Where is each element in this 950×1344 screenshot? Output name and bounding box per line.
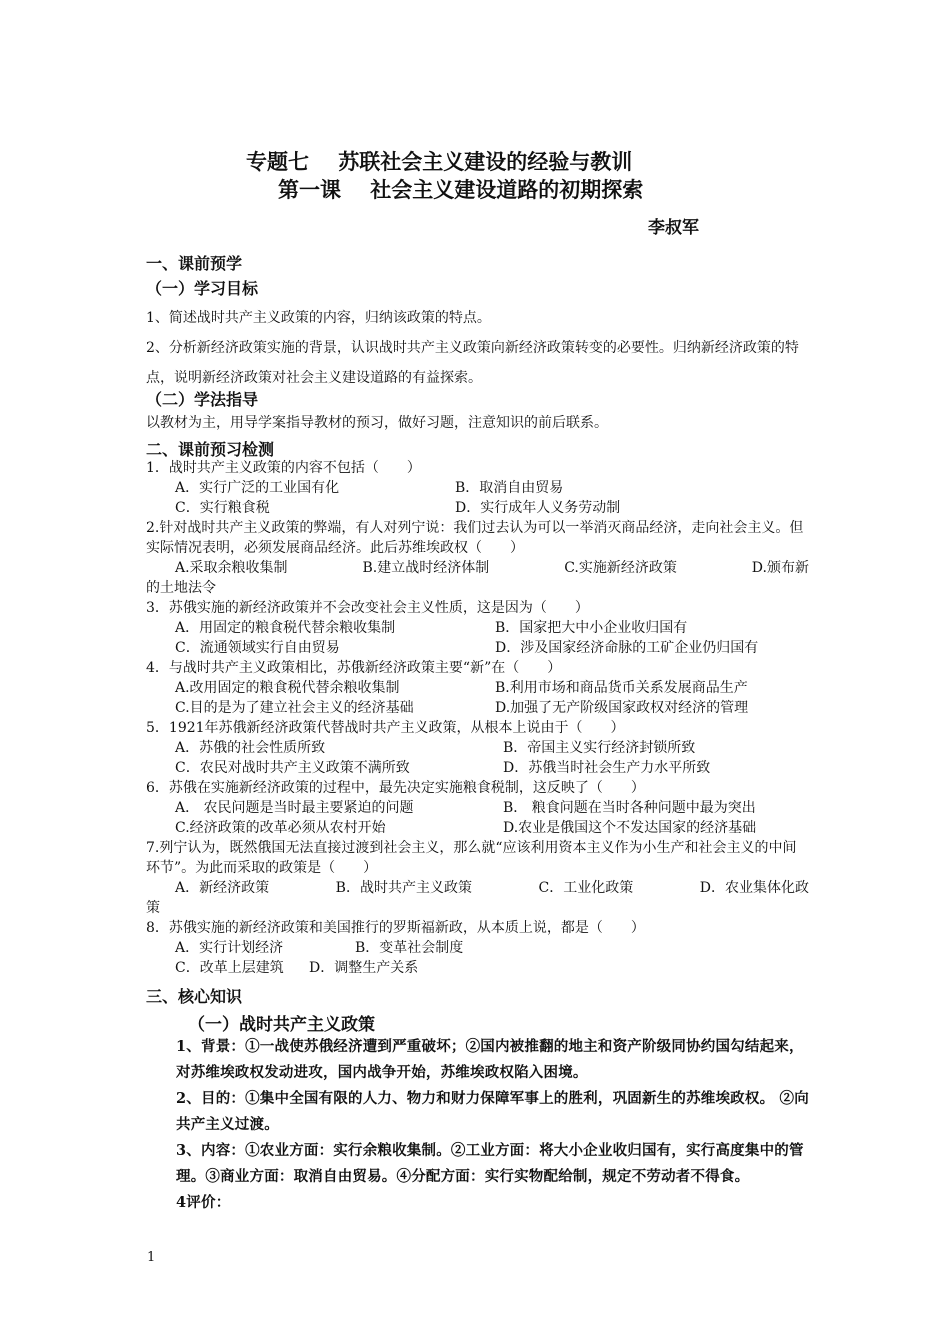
option-a: A.改用固定的粮食税代替余粮收集制 <box>175 680 400 696</box>
option-c: C．流通领域实行自由贸易 <box>175 640 340 656</box>
option-c: C．改革上层建筑 <box>175 960 284 976</box>
question-2: 2.针对战时共产主义政策的弊端，有人对列宁说：我们过去认为可以一举消灭商品经济，走向社会主义。但实际情况表明，必须发展商品经济。此后苏维埃政权（ ） <box>146 520 804 556</box>
question-4: 4．与战时共产主义政策相比，苏俄新经济政策主要“新”在（ ） <box>146 660 562 676</box>
option-d: D．苏俄当时社会生产力水平所致 <box>503 760 711 776</box>
option-b: B．取消自由贸易 <box>455 480 564 496</box>
option-d: D.农业是俄国这个不发达国家的经济基础 <box>503 820 757 836</box>
page-number: 1 <box>147 1250 156 1265</box>
option-b: B．战时共产主义政策 <box>335 880 472 896</box>
core-knowledge-body <box>146 1034 810 1216</box>
option-c: C.目的是为了建立社会主义的经济基础 <box>175 700 414 716</box>
question-5-options <box>175 738 815 778</box>
question-7: 7.列宁认为，既然俄国无法直接过渡到社会主义，那么就“应该利用资本主义作为小生产和社会主义的中间环节”。为此而采取的政策是（ ） <box>146 840 797 876</box>
option-d: D.颁布新 <box>751 560 809 576</box>
option-d: D．调整生产关系 <box>309 960 419 976</box>
question-1-options <box>175 478 815 518</box>
question-5: 5．1921年苏俄新经济政策代替战时共产主义政策，从根本上说由于（ ） <box>146 720 625 736</box>
option-a: A． 农民问题是当时最主要紧迫的问题 <box>175 800 414 816</box>
option-a: A．新经济政策 <box>175 880 270 896</box>
question-6: 6．苏俄在实施新经济政策的过程中，最先决定实施粮食税制，这反映了（ ） <box>146 780 645 796</box>
option-a: A．实行计划经济 <box>175 940 284 956</box>
option-c: C.经济政策的改革必须从农村开始 <box>175 820 386 836</box>
question-3-options <box>175 618 815 658</box>
question-8: 8．苏俄实施的新经济政策和美国推行的罗斯福新政，从本质上说，都是（ ） <box>146 920 645 936</box>
question-2-options <box>175 558 809 578</box>
core-point-1: 1、背景：①一战使苏俄经济遭到严重破坏；②国内被推翻的地主和资产阶级同协约国勾结起来，对苏维埃政权发动进攻，国内战争开始，苏维埃政权陷入困境。 <box>176 1038 804 1081</box>
goal-2: 2、分析新经济政策实施的背景，认识战时共产主义政策向新经济政策转变的必要性。归纳新经济政策的特点，说明新经济政策对社会主义建设道路的有益探索。 <box>146 340 799 386</box>
core-point-3: 3、内容：①农业方面：实行余粮收集制。②工业方面：将大小企业收归国有，实行高度集中的管理。③商业方面：取消自由贸易。④分配方面：实行实物配给制，规定不劳动者不得食。 <box>176 1142 804 1185</box>
option-c: C．实行粮食税 <box>175 500 270 516</box>
author: 李叔军 <box>648 218 699 238</box>
question-6-options <box>175 798 815 838</box>
option-a: A．用固定的粮食税代替余粮收集制 <box>175 620 396 636</box>
question-1: 1．战时共产主义政策的内容不包括（ ） <box>146 460 421 476</box>
section-2-heading: 二、课前预习检测 <box>146 440 275 459</box>
core-point-2: 2、目的：①集中全国有限的人力、物力和财力保障军事上的胜利，巩固新生的苏维埃政权。 ②向共产主义过渡。 <box>176 1090 809 1133</box>
title-line-2: 第一课 社会主义建设道路的初期探索 <box>278 178 644 202</box>
option-b: B． 粮食问题在当时各种问题中最为突出 <box>503 800 756 816</box>
core-point-4: 4评价： <box>176 1194 231 1211</box>
question-3: 3．苏俄实施的新经济政策并不会改变社会主义性质，这是因为（ ） <box>146 600 589 616</box>
question-4-options <box>175 678 815 718</box>
option-a: A．苏俄的社会性质所致 <box>175 740 326 756</box>
question-2-option-d-continued: 的土地法令 <box>146 580 216 596</box>
option-b: B．帝国主义实行经济封锁所致 <box>503 740 696 756</box>
learning-goals-heading: （一）学习目标 <box>146 279 259 298</box>
option-b: B.利用市场和商品货币关系发展商品生产 <box>495 680 748 696</box>
option-a: A.采取余粮收集制 <box>175 560 288 576</box>
question-7-option-d-continued: 策 <box>146 900 160 916</box>
title-line-1: 专题七 苏联社会主义建设的经验与教训 <box>246 150 633 174</box>
method-text: 以教材为主，用导学案指导教材的预习，做好习题，注意知识的前后联系。 <box>146 415 608 431</box>
option-a: A．实行广泛的工业国有化 <box>175 480 340 496</box>
option-b: B.建立战时经济体制 <box>362 560 490 576</box>
option-b: B．国家把大中小企业收归国有 <box>495 620 688 636</box>
option-d: D.加强了无产阶级国家政权对经济的管理 <box>495 700 749 716</box>
option-d: D．涉及国家经济命脉的工矿企业仍归国有 <box>495 640 759 656</box>
war-communism-heading: （一）战时共产主义政策 <box>188 1015 375 1035</box>
question-7-options <box>175 878 809 898</box>
method-heading: （二）学法指导 <box>146 390 259 409</box>
option-d: D．农业集体化政 <box>699 880 809 896</box>
option-c: C．工业化政策 <box>538 880 634 896</box>
option-d: D．实行成年人义务劳动制 <box>455 500 621 516</box>
option-c: C.实施新经济政策 <box>564 560 677 576</box>
option-c: C．农民对战时共产主义政策不满所致 <box>175 760 410 776</box>
question-8-options <box>175 938 815 978</box>
option-b: B．变革社会制度 <box>355 940 464 956</box>
section-1-heading: 一、课前预学 <box>146 254 243 273</box>
goal-1: 1、简述战时共产主义政策的内容，归纳该政策的特点。 <box>146 310 491 326</box>
section-3-heading: 三、核心知识 <box>146 987 243 1006</box>
